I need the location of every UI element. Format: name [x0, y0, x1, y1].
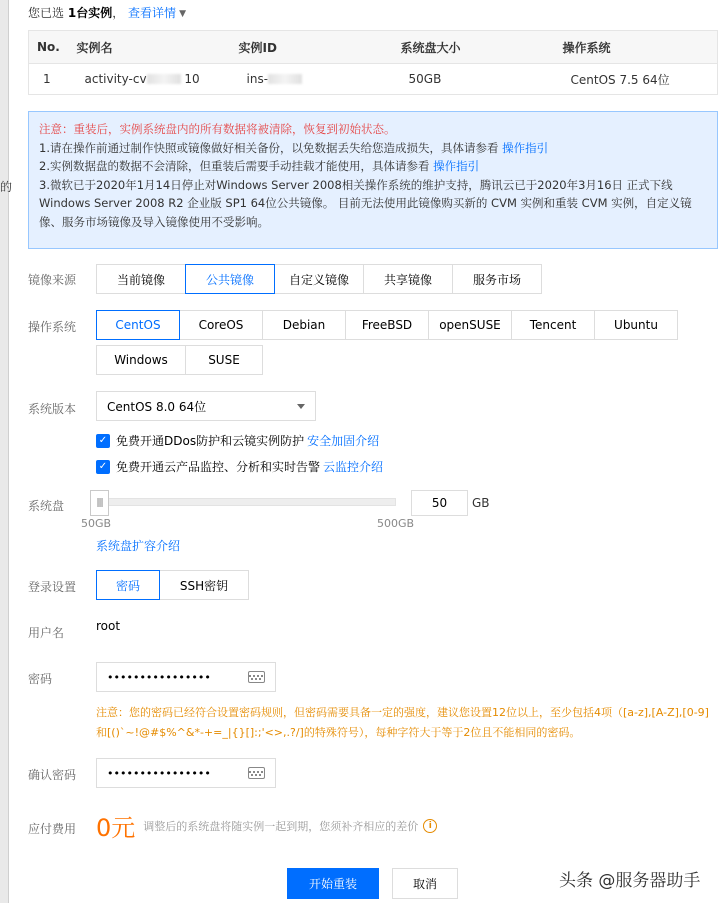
notice-item-1: 1.请在操作前通过制作快照或镜像做好相关备份，以免数据丢失给您造成损失，具体请参看 操作指引: [39, 140, 549, 155]
redacted-mask: [147, 74, 181, 84]
version-value: CentOS 8.0 64位: [107, 399, 207, 414]
header-name: 实例名: [69, 31, 231, 64]
keyboard-icon[interactable]: [248, 671, 265, 683]
cancel-button[interactable]: 取消: [392, 868, 458, 899]
disk-size-input[interactable]: 50: [411, 490, 468, 516]
cell-no: 1: [29, 64, 69, 95]
login-settings-label: 登录设置: [28, 580, 77, 594]
tab-os-centos[interactable]: CentOS: [96, 310, 180, 340]
notice-warning: 注意：重装后，实例系统盘内的所有数据将被清除，恢复到初始状态。: [39, 122, 396, 136]
notice-item-3-line-3: 像、服务市场镜像及导入镜像使用不受影响。: [39, 214, 269, 229]
password-strength-note: 注意：您的密码已经符合设置密码规则，但密码需要具备一定的强度，建议您设置12位以上，至少包括4项（[a-z],[A-Z],[0-9]和[()`~!@#$%^&*-+=_|{}[]:;'<>,.?/]的特殊符号），每种字符大于等于2位且不能相同的密码。: [96, 706, 709, 739]
notice-item-3-line-2: Windows Server 2008 R2 企业版 SP1 64位公共镜像。 目前无法使用此镜像购买新的 CVM 实例和重装 CVM 实例，自定义镜: [39, 196, 692, 210]
keyboard-icon[interactable]: [248, 767, 265, 779]
table-row: [29, 64, 718, 95]
start-reinstall-button[interactable]: 开始重装: [287, 868, 379, 899]
fee-row: [96, 808, 437, 843]
os-label: 操作系统: [28, 320, 77, 334]
fee-amount: 0元: [96, 814, 136, 842]
tab-os-freebsd[interactable]: FreeBSD: [345, 310, 429, 340]
image-source-tabs: [97, 264, 542, 294]
tab-os-debian[interactable]: Debian: [262, 310, 346, 340]
disk-unit: GB: [472, 496, 490, 510]
fee-label: 应付费用: [28, 822, 77, 836]
guide-link-1[interactable]: 操作指引: [502, 140, 549, 155]
login-tabs: [97, 570, 249, 600]
tab-shared-image[interactable]: 共享镜像: [363, 264, 453, 294]
monitor-checkbox[interactable]: ✓: [96, 460, 110, 474]
tab-os-windows[interactable]: Windows: [96, 345, 186, 375]
instance-table: [28, 30, 718, 95]
watermark: 头条 @服务器助手: [559, 871, 701, 891]
security-hardening-link[interactable]: 安全加固介绍: [307, 434, 380, 448]
chevron-down-icon[interactable]: ▼: [179, 9, 186, 19]
cell-os: CentOS 7.5 64位: [555, 64, 718, 95]
confirm-password-label: 确认密码: [28, 768, 77, 782]
header-os: 操作系统: [555, 31, 718, 64]
view-details-link[interactable]: 查看详情: [128, 6, 177, 20]
os-tabs: [97, 310, 709, 340]
disk-size-slider[interactable]: [100, 498, 396, 506]
header-no: No.: [29, 31, 69, 64]
tab-password[interactable]: 密码: [96, 570, 160, 600]
selection-summary: 您已选 1台实例， 查看详情 ▼: [28, 6, 186, 20]
left-backdrop: [0, 0, 9, 903]
version-label: 系统版本: [28, 402, 77, 416]
table-header-row: [29, 31, 718, 64]
slider-min-label: 50GB: [81, 517, 112, 530]
notice-item-3-line-1: 3.微软已于2020年1月14日停止对Windows Server 2008相关操作系统的维护支持，腾讯云已于2020年3月16日 正式下线: [39, 177, 673, 192]
cell-name: activity-cv 10: [69, 64, 231, 95]
username-value: root: [96, 619, 121, 633]
tab-os-coreos[interactable]: CoreOS: [179, 310, 263, 340]
backdrop-text: 的: [0, 180, 13, 194]
info-icon[interactable]: i: [423, 819, 437, 833]
ddos-checkbox[interactable]: ✓: [96, 434, 110, 448]
confirm-password-value: ••••••••••••••••: [107, 766, 211, 780]
tab-public-image[interactable]: 公共镜像: [185, 264, 275, 294]
os-tabs-row-2: [97, 345, 263, 375]
tab-current-image[interactable]: 当前镜像: [96, 264, 186, 294]
tab-os-ubuntu[interactable]: Ubuntu: [594, 310, 678, 340]
tab-os-opensuse[interactable]: openSUSE: [428, 310, 512, 340]
cloud-monitor-link[interactable]: 云监控介绍: [323, 460, 384, 474]
slider-max-label: 500GB: [377, 517, 415, 530]
password-value: ••••••••••••••••: [107, 670, 211, 684]
header-id: 实例ID: [231, 31, 393, 64]
tab-marketplace[interactable]: 服务市场: [452, 264, 542, 294]
tab-custom-image[interactable]: 自定义镜像: [274, 264, 364, 294]
reinstall-notice: [28, 111, 718, 249]
version-select[interactable]: [96, 391, 316, 421]
disk-expansion-link[interactable]: 系统盘扩容介绍: [96, 539, 181, 553]
system-disk-label: 系统盘: [28, 499, 65, 513]
cell-id: ins-: [231, 64, 393, 95]
password-label: 密码: [28, 672, 53, 686]
image-source-label: 镜像来源: [28, 273, 77, 287]
tab-os-tencent[interactable]: Tencent: [511, 310, 595, 340]
fee-note: 调整后的系统盘将随实例一起到期，您须补齐相应的差价: [143, 819, 419, 833]
redacted-mask: [268, 74, 302, 84]
guide-link-2[interactable]: 操作指引: [433, 159, 480, 173]
confirm-password-input[interactable]: [96, 758, 276, 788]
password-input[interactable]: [96, 662, 276, 692]
slider-handle[interactable]: |||: [90, 490, 109, 516]
tab-os-suse[interactable]: SUSE: [185, 345, 263, 375]
monitor-checkbox-row: [96, 458, 383, 475]
ddos-checkbox-label: 免费开通DDos防护和云镜实例防护: [116, 434, 305, 448]
cell-disk: 50GB: [393, 64, 555, 95]
monitor-checkbox-label: 免费开通云产品监控、分析和实时告警: [116, 460, 321, 474]
tab-ssh-key[interactable]: SSH密钥: [159, 570, 249, 600]
username-label: 用户名: [28, 626, 65, 640]
notice-item-2: 2.实例数据盘的数据不会清除，但重装后需要手动挂载才能使用，具体请参看 操作指引: [39, 159, 480, 173]
header-disk: 系统盘大小: [393, 31, 555, 64]
ddos-checkbox-row: [96, 432, 379, 449]
caret-down-icon: [297, 404, 305, 409]
